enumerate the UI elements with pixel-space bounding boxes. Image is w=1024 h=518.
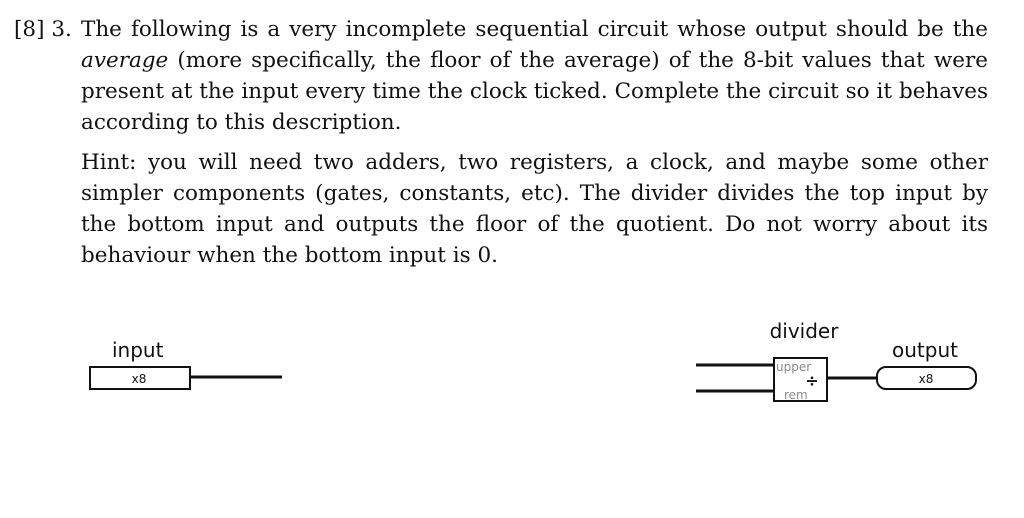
output-pin-label: output (892, 338, 958, 362)
question-text-part1: The following is a very incomplete sequential circuit whose output should be the (81, 17, 988, 42)
question-hint: Hint: you will need two adders, two registers, a clock, and maybe some other simpler components (gates, constants, etc). The divider divides the top input by the bottom input and outputs the floor of the quotient. Do not worry about its behaviour when the bottom input is 0. (81, 150, 988, 268)
divider-symbol: ÷ (805, 371, 819, 390)
question-emphasis: average (81, 48, 169, 73)
question-block (14, 14, 988, 271)
circuit-diagram (0, 300, 1024, 430)
question-number (14, 14, 72, 45)
divider-rem-port: rem (784, 388, 808, 402)
divider-component[interactable] (770, 319, 840, 402)
input-pin[interactable] (90, 338, 190, 389)
output-pin-width: x8 (918, 372, 934, 386)
question-marks: [8] (14, 17, 45, 42)
question-description (81, 14, 988, 138)
output-pin[interactable] (877, 338, 976, 389)
input-pin-label: input (112, 338, 164, 362)
question-index: 3. (51, 17, 72, 42)
divider-upper-port: upper (776, 360, 812, 374)
input-pin-width: x8 (131, 372, 147, 386)
question-text-part2: (more specifically, the floor of the average) of the 8-bit values that were present at the input every time the clock ticked. Complete the circuit so it behaves according to this description. (81, 48, 988, 135)
divider-label: divider (769, 319, 839, 343)
